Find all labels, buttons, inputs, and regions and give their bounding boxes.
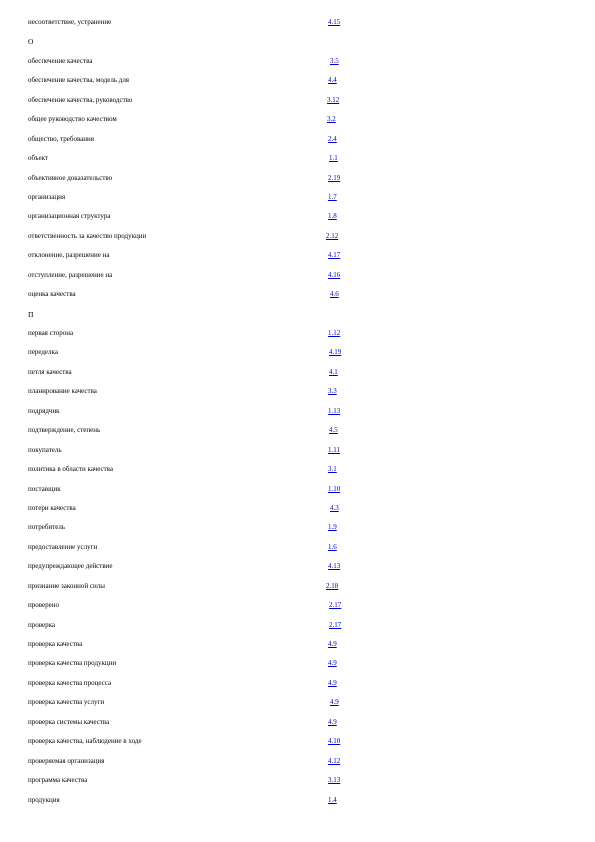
index-entry <box>28 251 568 270</box>
index-entry <box>28 290 568 309</box>
clause-reference-link[interactable]: 3.5 <box>330 56 339 65</box>
index-term: первая сторона <box>28 329 74 337</box>
index-term: политика в области качества <box>28 465 113 474</box>
clause-reference-link[interactable]: 2.19 <box>328 173 341 182</box>
index-term: проверяемая организация <box>28 756 105 765</box>
index-entry <box>28 659 568 678</box>
clause-reference-link[interactable]: 1.12 <box>328 329 341 337</box>
index-entry <box>28 757 568 776</box>
clause-reference-link[interactable]: 3.2 <box>327 115 336 124</box>
index-term: проверка качества <box>28 640 83 648</box>
index-term: обеспечение качества, руководство <box>28 95 133 104</box>
index-term: несоответствие, устранение <box>28 18 112 26</box>
clause-reference-link[interactable]: 2.18 <box>326 581 339 590</box>
index-entry <box>28 115 568 134</box>
index-term: проверка качества, наблюдение в ходе <box>28 737 142 746</box>
index-entry <box>28 485 568 504</box>
index-entry <box>28 18 568 37</box>
index-entry <box>28 621 568 640</box>
index-entry <box>28 465 568 484</box>
clause-reference-link[interactable]: 2.4 <box>328 134 337 143</box>
index-term: предупреждающее действие <box>28 562 113 571</box>
index-term: проверка качества продукции <box>28 659 117 668</box>
index-term: объект <box>28 154 48 163</box>
index-entry <box>28 426 568 445</box>
clause-reference-link[interactable]: 4.9 <box>330 698 339 707</box>
clause-reference-link[interactable]: 4.10 <box>328 737 341 746</box>
clause-reference-link[interactable]: 4.13 <box>328 562 341 571</box>
index-term: проверено <box>28 601 59 610</box>
section-letter-row <box>28 37 568 56</box>
clause-reference-link[interactable]: 4.16 <box>328 270 341 279</box>
term-index-list <box>28 18 568 815</box>
index-entry <box>28 523 568 542</box>
index-entry <box>28 796 568 815</box>
index-term: программа качества <box>28 776 88 785</box>
index-entry <box>28 640 568 659</box>
index-term: оценка качества <box>28 290 76 299</box>
index-entry <box>28 57 568 76</box>
clause-reference-link[interactable]: 4.5 <box>329 426 338 435</box>
index-term: организационная структура <box>28 212 111 221</box>
index-term: отступление, разрешение на <box>28 270 113 279</box>
index-entry <box>28 193 568 212</box>
clause-reference-link[interactable]: 1.1 <box>329 154 338 163</box>
index-term: петля качества <box>28 367 72 376</box>
index-term: проверка качества услуги <box>28 698 105 707</box>
clause-reference-link[interactable]: 4.9 <box>328 717 337 726</box>
index-entry <box>28 96 568 115</box>
clause-reference-link[interactable]: 1.10 <box>328 484 341 493</box>
clause-reference-link[interactable]: 4.9 <box>328 640 337 648</box>
clause-reference-link[interactable]: 1.9 <box>328 523 337 532</box>
index-term: подрядчик <box>28 406 60 415</box>
clause-reference-link[interactable]: 4.9 <box>328 678 337 687</box>
index-entry <box>28 776 568 795</box>
clause-reference-link[interactable]: 4.12 <box>328 756 341 765</box>
index-entry <box>28 329 568 348</box>
index-entry <box>28 348 568 367</box>
index-entry <box>28 601 568 620</box>
index-entry <box>28 76 568 95</box>
clause-reference-link[interactable]: 4.3 <box>330 503 339 512</box>
clause-reference-link[interactable]: 4.9 <box>328 659 337 668</box>
clause-reference-link[interactable]: 1.7 <box>328 192 337 201</box>
index-term: планирование качества <box>28 387 97 396</box>
clause-reference-link[interactable]: 3.1 <box>328 465 337 474</box>
index-entry <box>28 154 568 173</box>
clause-reference-link[interactable]: 3.3 <box>328 387 337 396</box>
clause-reference-link[interactable]: 2.12 <box>326 231 339 240</box>
index-entry <box>28 562 568 581</box>
clause-reference-link[interactable]: 2.17 <box>329 601 342 610</box>
section-letter: П <box>28 309 34 319</box>
index-entry <box>28 174 568 193</box>
clause-reference-link[interactable]: 4.4 <box>328 76 337 85</box>
index-entry <box>28 212 568 231</box>
index-term: объективное доказательство <box>28 173 113 182</box>
index-term: организация <box>28 192 66 201</box>
index-entry <box>28 446 568 465</box>
index-term: поставщик <box>28 484 61 493</box>
index-term: продукция <box>28 795 60 804</box>
index-term: проверка <box>28 620 56 629</box>
index-term: переделка <box>28 348 58 357</box>
index-term: отклонение, разрешение на <box>28 251 110 260</box>
index-term: проверка качества процесса <box>28 678 112 687</box>
index-entry <box>28 387 568 406</box>
index-term: подтверждение, степень <box>28 426 101 435</box>
index-entry <box>28 698 568 717</box>
index-entry <box>28 679 568 698</box>
clause-reference-link[interactable]: 4.6 <box>330 290 339 299</box>
index-entry <box>28 504 568 523</box>
clause-reference-link[interactable]: 1.13 <box>328 406 341 415</box>
index-term: проверка системы качества <box>28 717 110 726</box>
index-entry <box>28 271 568 290</box>
index-entry <box>28 407 568 426</box>
index-entry <box>28 718 568 737</box>
index-term: ответственность за качество продукции <box>28 231 147 240</box>
index-term: покупатель <box>28 445 62 454</box>
clause-reference-link[interactable]: 1.8 <box>328 212 337 221</box>
clause-reference-link[interactable]: 4.19 <box>329 348 342 357</box>
clause-reference-link[interactable]: 4.1 <box>329 367 338 376</box>
index-term: признание законной силы <box>28 581 105 590</box>
clause-reference-link[interactable]: 1.6 <box>328 542 337 551</box>
index-entry <box>28 232 568 251</box>
section-letter-row <box>28 310 568 329</box>
index-entry <box>28 368 568 387</box>
index-term: потребитель <box>28 523 66 532</box>
index-entry <box>28 737 568 756</box>
clause-reference-link[interactable]: 4.15 <box>328 18 341 26</box>
clause-reference-link[interactable]: 1.11 <box>328 445 340 454</box>
index-term: потери качества <box>28 503 76 512</box>
index-term: общество, требования <box>28 134 95 143</box>
clause-reference-link[interactable]: 3.12 <box>327 95 340 104</box>
clause-reference-link[interactable]: 4.17 <box>328 251 341 260</box>
clause-reference-link[interactable]: 1.4 <box>328 795 337 804</box>
index-entry <box>28 135 568 154</box>
clause-reference-link[interactable]: 3.13 <box>328 776 341 785</box>
index-entry <box>28 582 568 601</box>
index-term: общее руководство качеством <box>28 115 117 124</box>
index-entry <box>28 543 568 562</box>
index-term: обеспечение качества, модель для <box>28 76 130 85</box>
index-term: обеспечение качества <box>28 56 93 65</box>
clause-reference-link[interactable]: 2.17 <box>329 620 342 629</box>
index-term: предоставление услуги <box>28 542 98 551</box>
section-letter: О <box>28 37 34 47</box>
